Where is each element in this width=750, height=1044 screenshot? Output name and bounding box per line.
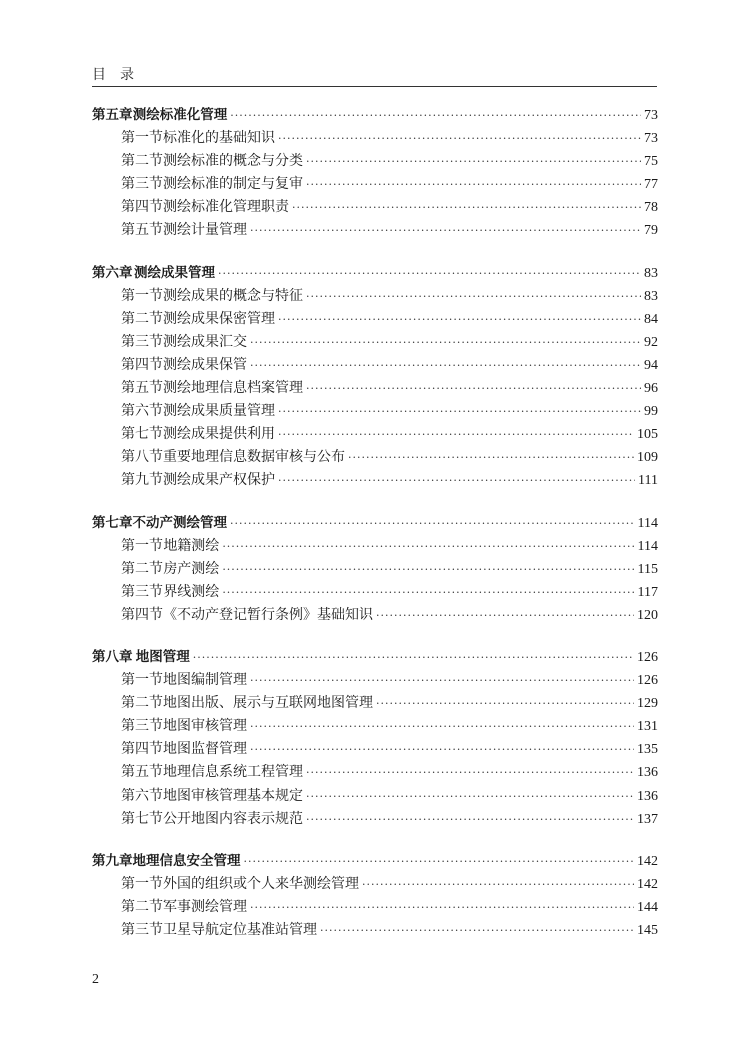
- section-entry-title: 测绘成果质量管理: [163, 403, 275, 420]
- section-entry-number: 第六节: [121, 403, 163, 420]
- chapter-entry-number: 第七章: [92, 514, 133, 531]
- leader-dots: [222, 558, 634, 581]
- section-entry-page: 79: [644, 223, 658, 239]
- leader-dots: [278, 127, 641, 150]
- leader-dots: [376, 604, 634, 627]
- section-entry[interactable]: [92, 285, 658, 308]
- section-entry-page: 94: [644, 357, 658, 373]
- section-entry[interactable]: [92, 219, 658, 242]
- chapter-block: [92, 850, 658, 942]
- section-entry[interactable]: [92, 469, 658, 492]
- section-entry-number: 第五节: [121, 380, 163, 397]
- section-entry-page: 129: [637, 696, 658, 712]
- section-entry-title: 测绘成果产权保护: [163, 472, 275, 489]
- section-entry-number: 第三节: [121, 583, 163, 600]
- section-entry-title: 测绘标准的制定与复审: [163, 176, 303, 193]
- section-entry-number: 第三节: [121, 176, 163, 193]
- section-entry[interactable]: [92, 400, 658, 423]
- leader-dots: [250, 715, 634, 738]
- section-entry-page: 78: [644, 200, 658, 216]
- leader-dots: [193, 646, 634, 669]
- section-entry-page: 114: [637, 538, 658, 554]
- leader-dots: [222, 581, 634, 604]
- section-entry-page: 96: [644, 381, 658, 397]
- section-entry-page: 136: [637, 765, 658, 781]
- leader-dots: [250, 219, 641, 242]
- chapter-block: [92, 512, 658, 627]
- leader-dots: [250, 354, 641, 377]
- section-entry-number: 第八节: [121, 449, 163, 466]
- section-entry-page: 111: [638, 473, 658, 489]
- section-entry-number: 第四节: [121, 606, 163, 623]
- section-entry-number: 第二节: [121, 153, 163, 170]
- section-entry-page: 92: [644, 334, 658, 350]
- section-entry-title: 测绘地理信息档案管理: [163, 380, 303, 397]
- leader-dots: [250, 738, 634, 761]
- section-entry-page: 136: [637, 788, 658, 804]
- section-entry-number: 第一节: [121, 287, 163, 304]
- page-header: [92, 62, 657, 87]
- chapter-entry-number: 第五章: [92, 107, 133, 123]
- section-entry-number: 第四节: [121, 356, 163, 373]
- section-entry-page: 99: [644, 404, 658, 420]
- chapter-entry-page: 142: [637, 853, 658, 869]
- section-entry[interactable]: [92, 535, 658, 558]
- leader-dots: [320, 919, 634, 942]
- section-entry-number: 第二节: [121, 310, 163, 327]
- leader-dots: [278, 400, 641, 423]
- leader-dots: [362, 873, 634, 896]
- section-entry-number: 第二节: [121, 898, 163, 915]
- chapter-entry[interactable]: [92, 104, 658, 127]
- section-entry-number: 第七节: [121, 426, 163, 443]
- section-entry[interactable]: [92, 692, 658, 715]
- leader-dots: [306, 377, 641, 400]
- section-entry[interactable]: [92, 331, 658, 354]
- section-entry-title: 地图审核管理: [163, 718, 247, 735]
- section-entry[interactable]: [92, 785, 658, 808]
- section-entry-number: 第三节: [121, 922, 163, 938]
- section-entry-number: 第三节: [121, 333, 163, 350]
- section-entry-title: 测绘成果提供利用: [163, 426, 275, 443]
- chapter-entry-number: 第六章: [92, 264, 133, 281]
- section-entry-title: 地图监督管理: [163, 741, 247, 758]
- section-entry-number: 第五节: [121, 764, 163, 781]
- chapter-block: [92, 646, 658, 831]
- section-entry-number: 第一节: [121, 875, 163, 892]
- section-entry[interactable]: [92, 196, 658, 219]
- section-entry-title: 外国的组织或个人来华测绘管理: [163, 875, 359, 892]
- section-entry[interactable]: [92, 581, 658, 604]
- section-entry-title: 卫星导航定位基准站管理: [163, 922, 317, 938]
- footer-page-number: 2: [92, 972, 99, 987]
- section-entry-title: 军事测绘管理: [163, 898, 247, 915]
- leader-dots: [222, 535, 634, 558]
- section-entry-title: 测绘成果保管: [163, 356, 247, 373]
- leader-dots: [250, 669, 634, 692]
- section-entry-page: 135: [637, 742, 658, 758]
- chapter-entry-title: 测绘成果管理: [133, 264, 215, 281]
- section-entry-page: 115: [637, 561, 658, 577]
- chapter-entry[interactable]: [92, 646, 658, 669]
- chapter-entry[interactable]: [92, 512, 658, 535]
- section-entry-title: 测绘标准化管理职责: [163, 199, 289, 216]
- section-entry-title: 重要地理信息数据审核与公布: [163, 449, 345, 466]
- section-entry[interactable]: [92, 896, 658, 919]
- section-entry-page: 105: [637, 427, 658, 443]
- section-entry-page: 131: [637, 719, 658, 735]
- section-entry-title: 测绘成果保密管理: [163, 310, 275, 327]
- section-entry-page: 109: [637, 450, 658, 466]
- leader-dots: [292, 196, 641, 219]
- leader-dots: [218, 262, 641, 285]
- section-entry[interactable]: [92, 919, 658, 942]
- section-entry-number: 第七节: [121, 810, 163, 827]
- section-entry-number: 第五节: [121, 222, 163, 239]
- leader-dots: [250, 331, 641, 354]
- section-entry-number: 第二节: [121, 695, 163, 712]
- section-entry-page: 142: [637, 876, 658, 892]
- section-entry[interactable]: [92, 604, 658, 627]
- section-entry[interactable]: [92, 377, 658, 400]
- section-entry-title: 测绘成果汇交: [163, 333, 247, 350]
- section-entry-number: 第二节: [121, 560, 163, 577]
- section-entry-title: 房产测绘: [163, 560, 220, 577]
- chapter-entry-title: 地理信息安全管理: [132, 852, 241, 869]
- header-title: 目录: [92, 67, 148, 83]
- section-entry-title: 标准化的基础知识: [163, 130, 275, 147]
- section-entry-page: 77: [644, 177, 658, 193]
- section-entry-number: 第一节: [121, 537, 163, 554]
- leader-dots: [278, 423, 634, 446]
- leader-dots: [376, 692, 634, 715]
- leader-dots: [230, 104, 641, 127]
- section-entry-page: 84: [644, 311, 658, 327]
- section-entry[interactable]: [92, 173, 658, 196]
- leader-dots: [306, 808, 634, 831]
- leader-dots: [244, 850, 635, 873]
- section-entry-number: 第四节: [121, 741, 163, 758]
- leader-dots: [306, 285, 641, 308]
- section-entry-title: 界线测绘: [163, 583, 220, 600]
- section-entry-title: 测绘标准的概念与分类: [163, 153, 303, 170]
- section-entry-title: 测绘计量管理: [163, 222, 247, 239]
- section-entry-number: 第六节: [121, 787, 163, 804]
- section-entry-page: 73: [644, 131, 658, 147]
- leader-dots: [278, 469, 635, 492]
- chapter-block: [92, 262, 658, 493]
- chapter-entry-title: 地图管理: [135, 648, 190, 665]
- section-entry-number: 第三节: [121, 718, 163, 735]
- section-entry-number: 第一节: [121, 130, 163, 147]
- leader-dots: [278, 308, 641, 331]
- leader-dots: [306, 761, 634, 784]
- section-entry-title: 地籍测绘: [163, 537, 220, 554]
- leader-dots: [250, 896, 634, 919]
- section-entry-title: 地图审核管理基本规定: [163, 787, 303, 804]
- section-entry-page: 120: [637, 607, 658, 623]
- section-entry[interactable]: [92, 354, 658, 377]
- section-entry[interactable]: [92, 761, 658, 784]
- section-entry[interactable]: [92, 738, 658, 761]
- table-of-contents: [92, 104, 658, 961]
- section-entry[interactable]: [92, 715, 658, 738]
- section-entry-number: 第九节: [121, 472, 163, 489]
- section-entry-page: 117: [637, 584, 658, 600]
- chapter-entry-page: 83: [644, 265, 658, 281]
- section-entry[interactable]: [92, 127, 658, 150]
- section-entry-title: 测绘成果的概念与特征: [163, 287, 303, 304]
- section-entry-title: 地图出版、展示与互联网地图管理: [163, 695, 373, 712]
- section-entry[interactable]: [92, 423, 658, 446]
- leader-dots: [306, 785, 634, 808]
- leader-dots: [348, 446, 634, 469]
- section-entry-title: 地图编制管理: [163, 672, 247, 689]
- section-entry-page: 145: [637, 923, 658, 938]
- leader-dots: [306, 173, 641, 196]
- leader-dots: [306, 150, 641, 173]
- chapter-entry-number: 第八章: [92, 648, 133, 665]
- section-entry-page: 126: [637, 673, 658, 689]
- section-entry-title: 地理信息系统工程管理: [163, 764, 303, 781]
- section-entry-page: 144: [637, 899, 658, 915]
- chapter-entry[interactable]: [92, 262, 658, 285]
- section-entry-page: 75: [644, 154, 658, 170]
- chapter-entry-page: 126: [637, 649, 658, 665]
- section-entry[interactable]: [92, 558, 658, 581]
- chapter-entry-title: 不动产测绘管理: [132, 514, 227, 531]
- section-entry-number: 第四节: [121, 199, 163, 216]
- section-entry[interactable]: [92, 446, 658, 469]
- section-entry[interactable]: [92, 669, 658, 692]
- chapter-entry-page: 73: [644, 108, 658, 123]
- section-entry[interactable]: [92, 808, 658, 831]
- chapter-entry[interactable]: [92, 850, 658, 873]
- chapter-entry-title: 测绘标准化管理: [132, 107, 228, 123]
- section-entry-number: 第一节: [121, 672, 163, 689]
- section-entry-title: 《不动产登记暂行条例》基础知识: [163, 606, 373, 623]
- section-entry[interactable]: [92, 873, 658, 896]
- section-entry-title: 公开地图内容表示规范: [163, 810, 303, 827]
- chapter-entry-page: 114: [637, 515, 658, 531]
- chapter-entry-number: 第九章: [92, 852, 133, 869]
- section-entry-page: 137: [637, 811, 658, 827]
- section-entry-page: 83: [644, 288, 658, 304]
- leader-dots: [230, 512, 635, 535]
- chapter-block: [92, 104, 658, 243]
- section-entry[interactable]: [92, 150, 658, 173]
- section-entry[interactable]: [92, 308, 658, 331]
